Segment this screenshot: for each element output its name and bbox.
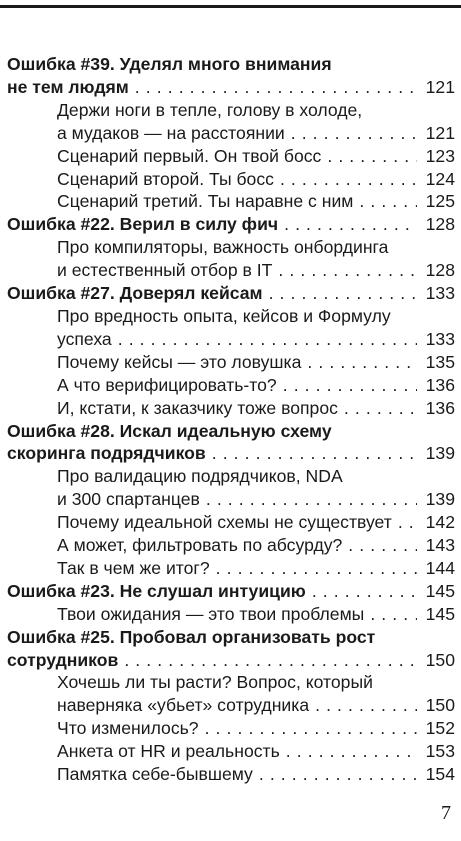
toc-entry-title: Что изменилось? xyxy=(57,718,199,739)
toc-page-number: 124 xyxy=(425,168,455,189)
toc-chapter-entry xyxy=(7,53,455,99)
toc-section-entry xyxy=(7,763,455,786)
toc-entry-title: Ошибка #27. Доверял кейсам xyxy=(7,283,263,304)
dot-leader xyxy=(283,374,417,397)
toc-entry-title-line: Про вредность опыта, кейсов и Формулу xyxy=(57,305,391,326)
toc-page-number: 133 xyxy=(425,328,455,349)
toc-entry-title: Ошибка #22. Верил в силу фич xyxy=(7,214,279,235)
dot-leader xyxy=(269,282,417,305)
toc-page-number: 128 xyxy=(425,214,455,235)
dot-leader xyxy=(307,351,417,374)
dot-leader xyxy=(398,511,417,534)
toc-entry-title: Ошибка #23. Не слушал интуицию xyxy=(7,580,306,601)
dot-leader xyxy=(135,76,417,99)
toc-entry-title: наверняка «убьет» сотрудника xyxy=(57,695,310,716)
toc-entry-title: успеха xyxy=(57,328,112,349)
toc-section-entry xyxy=(7,534,455,557)
dot-leader xyxy=(286,740,417,763)
toc-entry-title-line: Ошибка #39. Уделял много внимания xyxy=(7,54,332,74)
toc-page-number: 145 xyxy=(425,580,455,601)
dot-leader xyxy=(344,397,417,420)
toc-entry-title-line: Про валидацию подрядчиков, NDA xyxy=(57,466,343,487)
toc-entry-title-line: Хочешь ли ты расти? Вопрос, который xyxy=(57,672,373,693)
toc-section-entry xyxy=(7,671,455,717)
toc-entry-title: А может, фильтровать по абсурду? xyxy=(57,535,343,556)
toc-entry-title: Почему кейсы — это ловушка xyxy=(57,351,302,372)
toc-entry-title: Почему идеальной схемы не существует xyxy=(57,512,392,533)
toc-entry-title: Памятка себе-бывшему xyxy=(57,764,253,785)
toc-entry-title: и естественный отбор в IT xyxy=(57,260,273,281)
toc-entry-title: скоринга подрядчиков xyxy=(7,443,206,464)
toc-section-entry xyxy=(7,145,455,168)
toc-section-entry xyxy=(7,351,455,374)
toc-section-entry xyxy=(7,740,455,763)
dot-leader xyxy=(284,213,417,236)
dot-leader xyxy=(278,259,417,282)
toc-entry-title: Сценарий третий. Ты наравне с ним xyxy=(57,191,354,212)
toc-page-number: 143 xyxy=(425,535,455,556)
toc-page-number: 154 xyxy=(425,764,455,785)
toc-chapter-entry xyxy=(7,580,455,603)
dot-leader xyxy=(348,534,417,557)
toc-section-entry xyxy=(7,717,455,740)
toc-page-number: 133 xyxy=(425,283,455,304)
toc-section-entry xyxy=(7,305,455,351)
toc-entry-title: А что верифицировать-то? xyxy=(57,374,277,395)
dot-leader xyxy=(327,145,417,168)
toc-section-entry xyxy=(7,397,455,420)
toc-entry-title: Анкета от HR и реальность xyxy=(57,741,280,762)
toc-entry-title-line: Про компиляторы, важность онбординга xyxy=(57,237,389,258)
toc-page-number: 139 xyxy=(425,489,455,510)
toc-page-number: 136 xyxy=(425,397,455,418)
toc-entry-title-line: Ошибка #25. Пробовал организовать рост xyxy=(7,626,376,647)
toc-section-entry xyxy=(7,236,455,282)
toc-entry-title: сотрудников xyxy=(7,649,119,670)
toc-page-number: 153 xyxy=(425,741,455,762)
dot-leader xyxy=(118,328,417,351)
table-of-contents xyxy=(7,53,455,786)
toc-section-entry xyxy=(7,168,455,191)
toc-page-number: 135 xyxy=(425,351,455,372)
toc-page-number: 121 xyxy=(425,122,455,143)
toc-entry-title: Сценарий первый. Он твой босс xyxy=(57,145,322,166)
toc-page-number: 144 xyxy=(425,557,455,578)
toc-chapter-entry xyxy=(7,420,455,466)
toc-entry-title: Сценарий второй. Ты босс xyxy=(57,168,274,189)
toc-page-number: 152 xyxy=(425,718,455,739)
toc-section-entry xyxy=(7,190,455,213)
toc-page-number: 150 xyxy=(425,695,455,716)
toc-page-number: 139 xyxy=(425,443,455,464)
toc-section-entry xyxy=(7,603,455,626)
toc-chapter-entry xyxy=(7,282,455,305)
toc-page-number: 150 xyxy=(425,649,455,670)
dot-leader xyxy=(280,168,417,191)
toc-entry-title-line: Держи ноги в тепле, голову в холоде, xyxy=(57,99,363,120)
toc-section-entry xyxy=(7,374,455,397)
toc-entry-title: а мудаков — на расстоянии xyxy=(57,122,285,143)
toc-entry-title: и 300 спартанцев xyxy=(57,489,200,510)
toc-section-entry xyxy=(7,99,455,145)
dot-leader xyxy=(206,488,417,511)
toc-section-entry xyxy=(7,557,455,580)
toc-page-number: 125 xyxy=(425,191,455,212)
toc-entry-title: Твои ожидания — это твои проблемы xyxy=(57,603,365,624)
toc-entry-title: не тем людям xyxy=(7,76,129,97)
toc-page-number: 123 xyxy=(425,145,455,166)
toc-entry-title: Так в чем же итог? xyxy=(57,557,210,578)
dot-leader xyxy=(291,122,417,145)
page-number: 7 xyxy=(441,802,451,824)
toc-section-entry xyxy=(7,465,455,511)
toc-chapter-entry xyxy=(7,213,455,236)
dot-leader xyxy=(370,603,417,626)
dot-leader xyxy=(259,763,417,786)
toc-page-number: 145 xyxy=(425,603,455,624)
toc-section-entry xyxy=(7,511,455,534)
toc-page-number: 121 xyxy=(425,76,455,97)
dot-leader xyxy=(216,557,417,580)
toc-entry-title: И, кстати, к заказчику тоже вопрос xyxy=(57,397,338,418)
dot-leader xyxy=(205,717,417,740)
dot-leader xyxy=(359,190,417,213)
toc-page-number: 128 xyxy=(425,260,455,281)
dot-leader xyxy=(315,694,417,717)
top-rule xyxy=(0,5,461,8)
toc-chapter-entry xyxy=(7,626,455,672)
dot-leader xyxy=(312,580,417,603)
toc-entry-title-line: Ошибка #28. Искал идеальную схему xyxy=(7,420,332,441)
dot-leader xyxy=(212,442,417,465)
dot-leader xyxy=(124,649,417,672)
toc-page-number: 136 xyxy=(425,374,455,395)
toc-page-number: 142 xyxy=(425,512,455,533)
